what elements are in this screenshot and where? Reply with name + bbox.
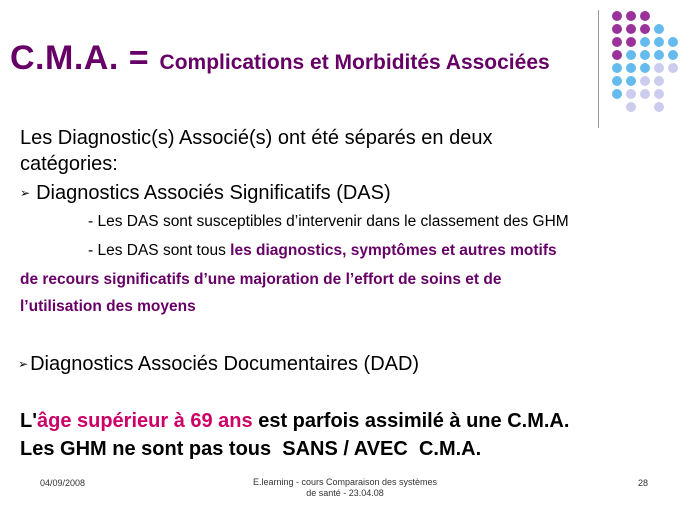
footer-center-line-1: E.learning - cours Comparaison des systèmes (252, 477, 438, 487)
dot (626, 37, 636, 47)
chevron-right-icon: ➢ (18, 357, 29, 371)
dot (612, 11, 622, 21)
dot (612, 76, 622, 86)
dot (626, 102, 636, 112)
dot (654, 89, 664, 99)
das-point-2-emphasis: les diagnostics, symptômes et autres motifs (230, 242, 557, 259)
dot (668, 37, 678, 47)
dot (668, 50, 678, 60)
dot (640, 63, 650, 73)
dot (612, 63, 622, 73)
dot (640, 11, 650, 21)
dot (654, 24, 664, 34)
title-full-text: Complications et Morbidités Associées (159, 51, 550, 74)
dot (626, 24, 636, 34)
intro-line-2: catégories: (20, 153, 118, 175)
dot (654, 102, 664, 112)
dot (640, 37, 650, 47)
dot (626, 63, 636, 73)
bullet-dad-text: Diagnostics Associés Documentaires (DAD) (30, 353, 420, 375)
dot (612, 50, 622, 60)
dot (640, 50, 650, 60)
dot (640, 76, 650, 86)
intro-line-1: Les Diagnostic(s) Associé(s) ont été séparés en deux (20, 127, 493, 149)
das-continuation-1: de recours significatifs d’une majoration de l’effort de soins et de (20, 271, 502, 288)
dot (612, 89, 622, 99)
bullet-das (20, 182, 391, 205)
dot (668, 63, 678, 73)
das-point-2 (20, 242, 557, 260)
dot (654, 37, 664, 47)
age-prefix: L' (20, 410, 37, 432)
das-continuation-2: l’utilisation des moyens (20, 298, 196, 315)
age-highlight: âge supérieur à 69 ans (36, 410, 253, 432)
dot (640, 89, 650, 99)
dot (612, 24, 622, 34)
title-divider-line (598, 10, 599, 128)
footer-center (225, 477, 465, 499)
title-abbreviation: C.M.A. = (10, 39, 150, 77)
dot (640, 24, 650, 34)
chevron-right-icon: ➢ (20, 186, 31, 200)
dot (654, 50, 664, 60)
slide-title (10, 39, 550, 78)
dot (654, 63, 664, 73)
das-point-1: - Les DAS sont susceptibles d’intervenir dans le classement des GHM (88, 213, 569, 230)
dot (626, 50, 636, 60)
dot (626, 11, 636, 21)
dot (612, 37, 622, 47)
dot (626, 76, 636, 86)
dot (626, 89, 636, 99)
dot (654, 76, 664, 86)
bullet-dad (18, 353, 419, 376)
age-suffix: est parfois assimilé à une C.M.A. (252, 410, 570, 432)
footer-page-number: 28 (638, 478, 649, 488)
footer-center-line-2: de santé - 23.04.08 (306, 488, 384, 498)
age-line (20, 410, 569, 433)
das-point-2-prefix: - Les DAS sont tous (88, 242, 231, 259)
footer-date: 04/09/2008 (40, 478, 86, 488)
bullet-das-text: Diagnostics Associés Significatifs (DAS) (36, 182, 391, 204)
ghm-line: Les GHM ne sont pas tous SANS / AVEC C.M.A. (20, 438, 482, 460)
